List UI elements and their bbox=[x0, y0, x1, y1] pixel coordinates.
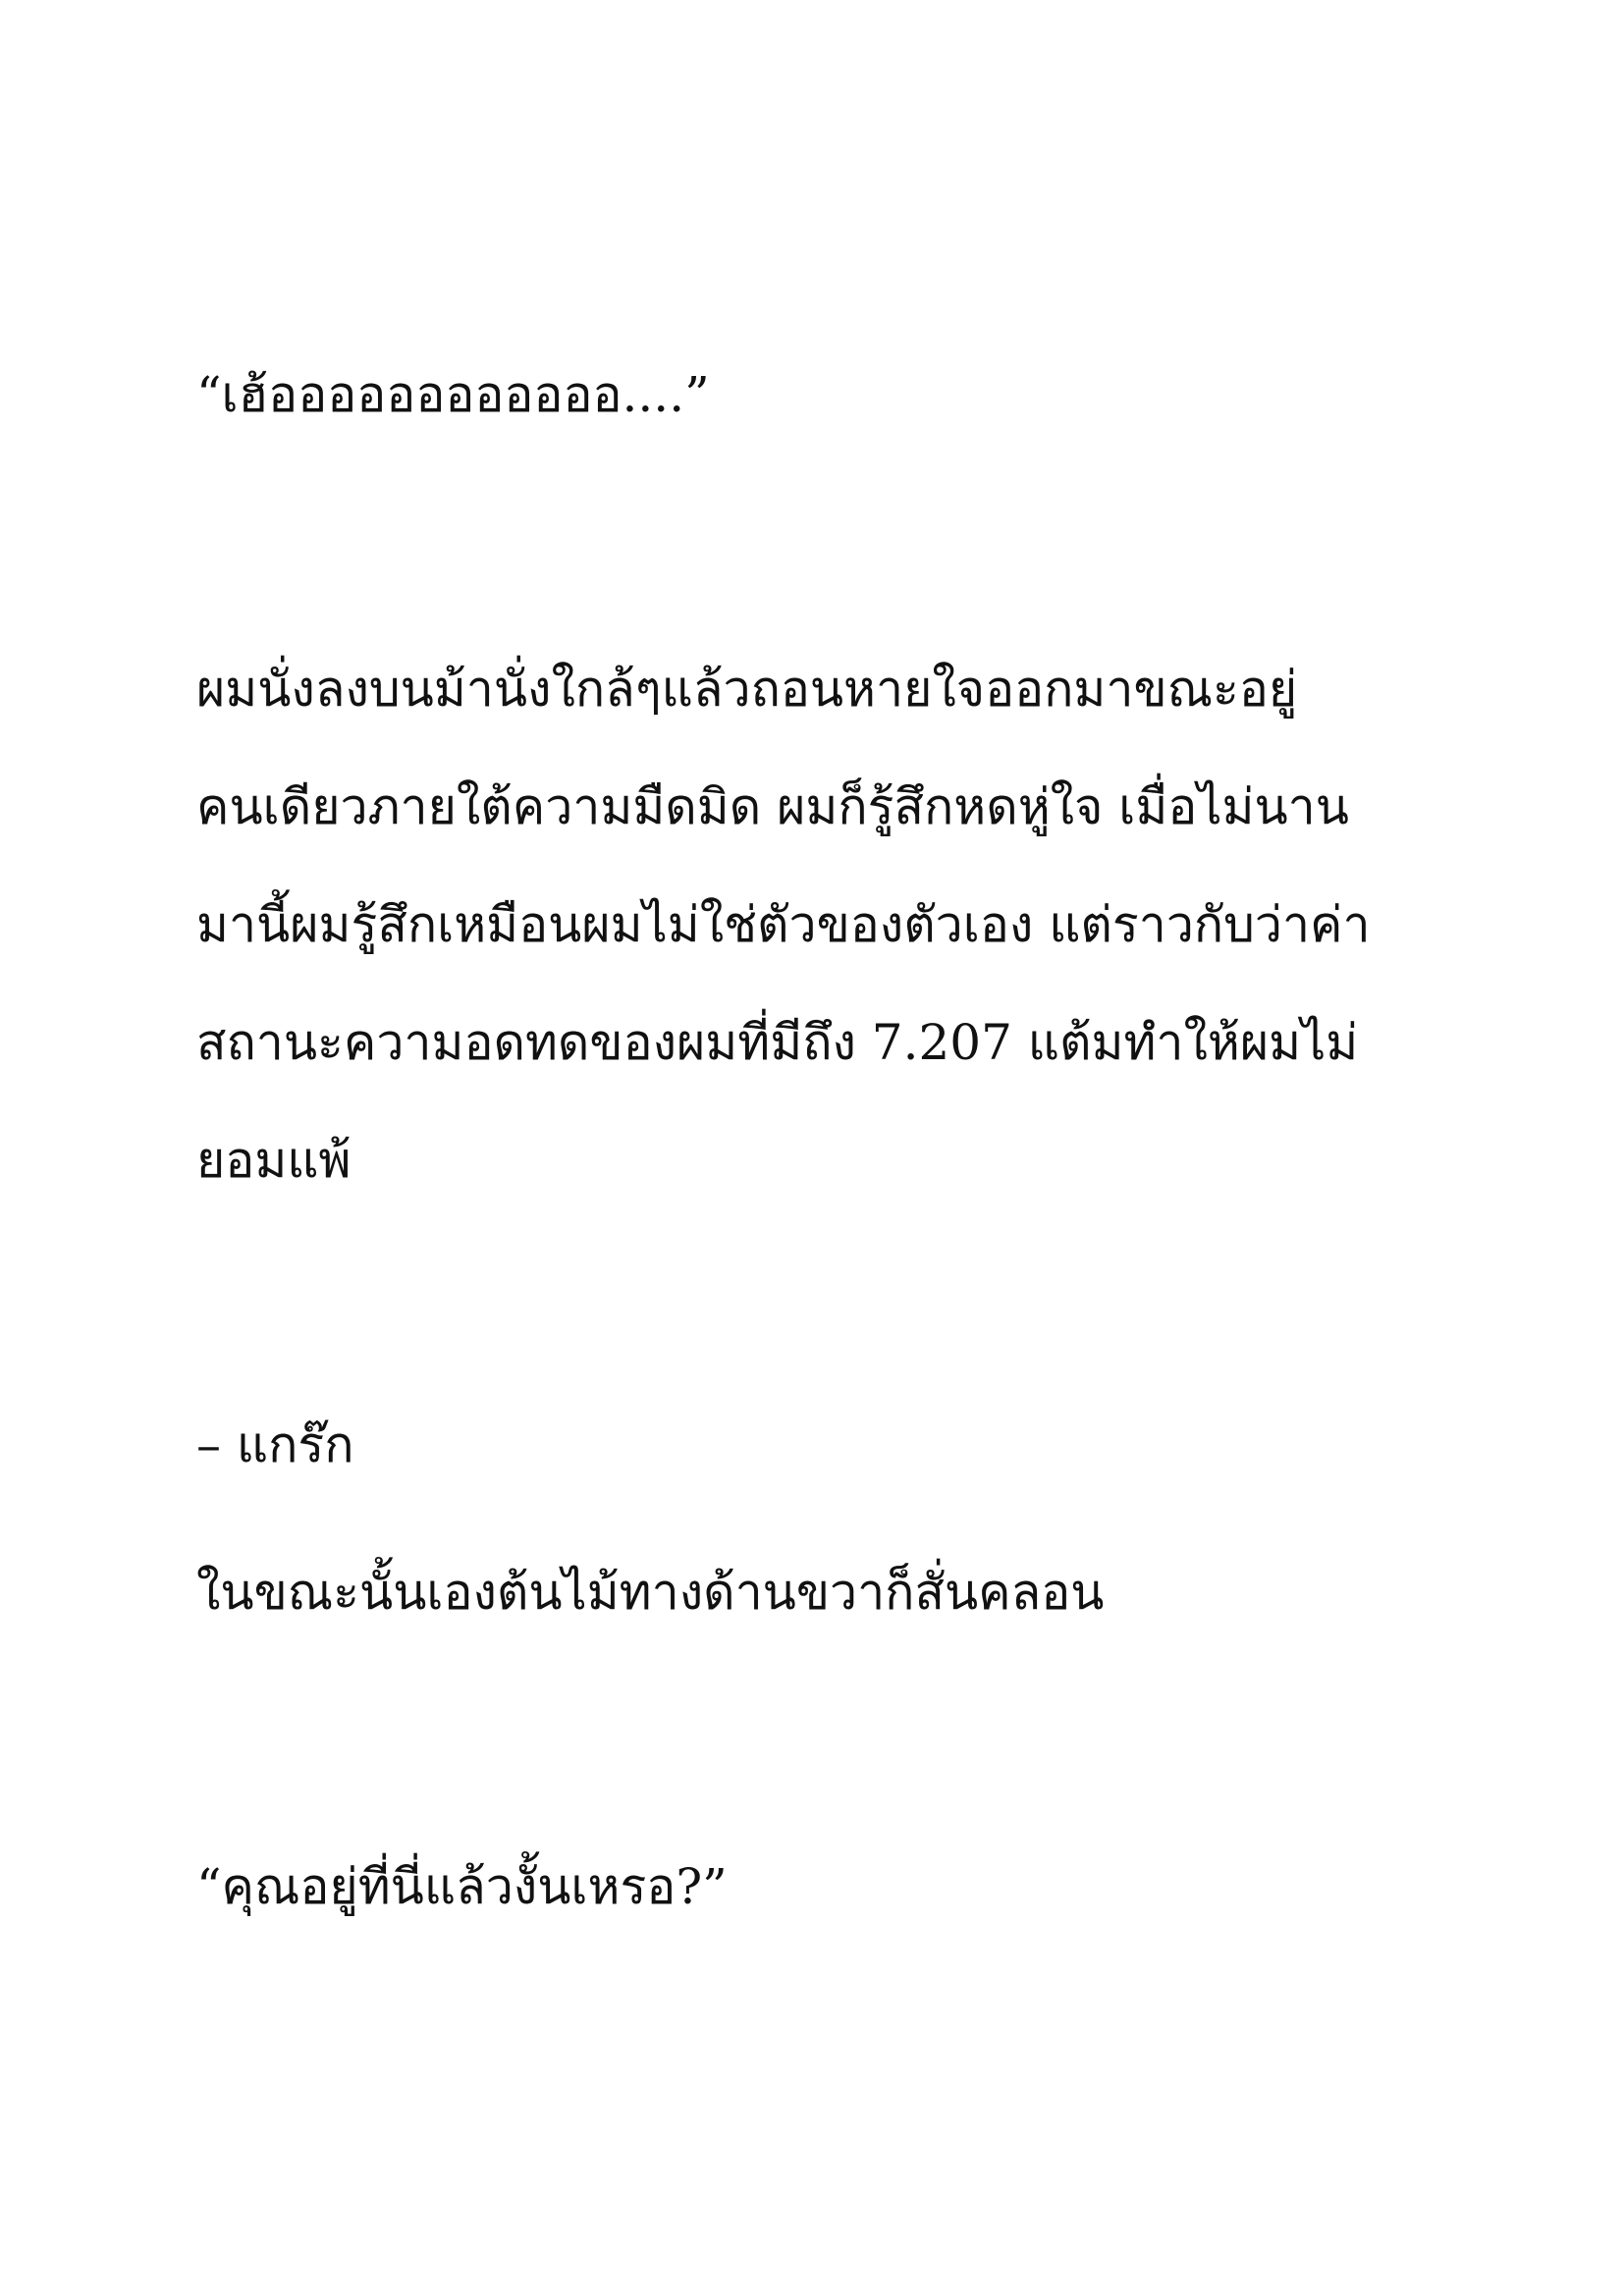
paragraph-line-4: สถานะความอดทดของผมที่มีถึง 7.207 แต้มทำให้ผมไม่ bbox=[196, 1014, 1359, 1071]
paragraph-line-1: ผมนั่งลงบนม้านั่งใกล้ๆแล้วถอนหายใจออกมาขณะอยู่ bbox=[196, 661, 1298, 718]
sound-effect-line: – แกร๊ก bbox=[196, 1416, 354, 1473]
paragraph-line-3: มานี้ผมรู้สึกเหมือนผมไม่ใช่ตัวของตัวเอง แต่ราวกับว่าค่า bbox=[196, 896, 1371, 953]
dialogue-line-question: “คุณอยู่ที่นี่แล้วงั้นเหรอ?” bbox=[196, 1858, 728, 1915]
dialogue-line-sigh: “เฮ้ออออออออออออ....” bbox=[196, 366, 710, 423]
paragraph-line-5: ยอมแพ้ bbox=[196, 1132, 352, 1189]
narration-line: ในขณะนั้นเองต้นไม้ทางด้านขวาก็สั่นคลอน bbox=[196, 1564, 1105, 1621]
paragraph-line-2: คนเดียวภายใต้ความมืดมิด ผมก็รู้สึกหดหู่ใจ เมื่อไม่นาน bbox=[196, 778, 1349, 835]
